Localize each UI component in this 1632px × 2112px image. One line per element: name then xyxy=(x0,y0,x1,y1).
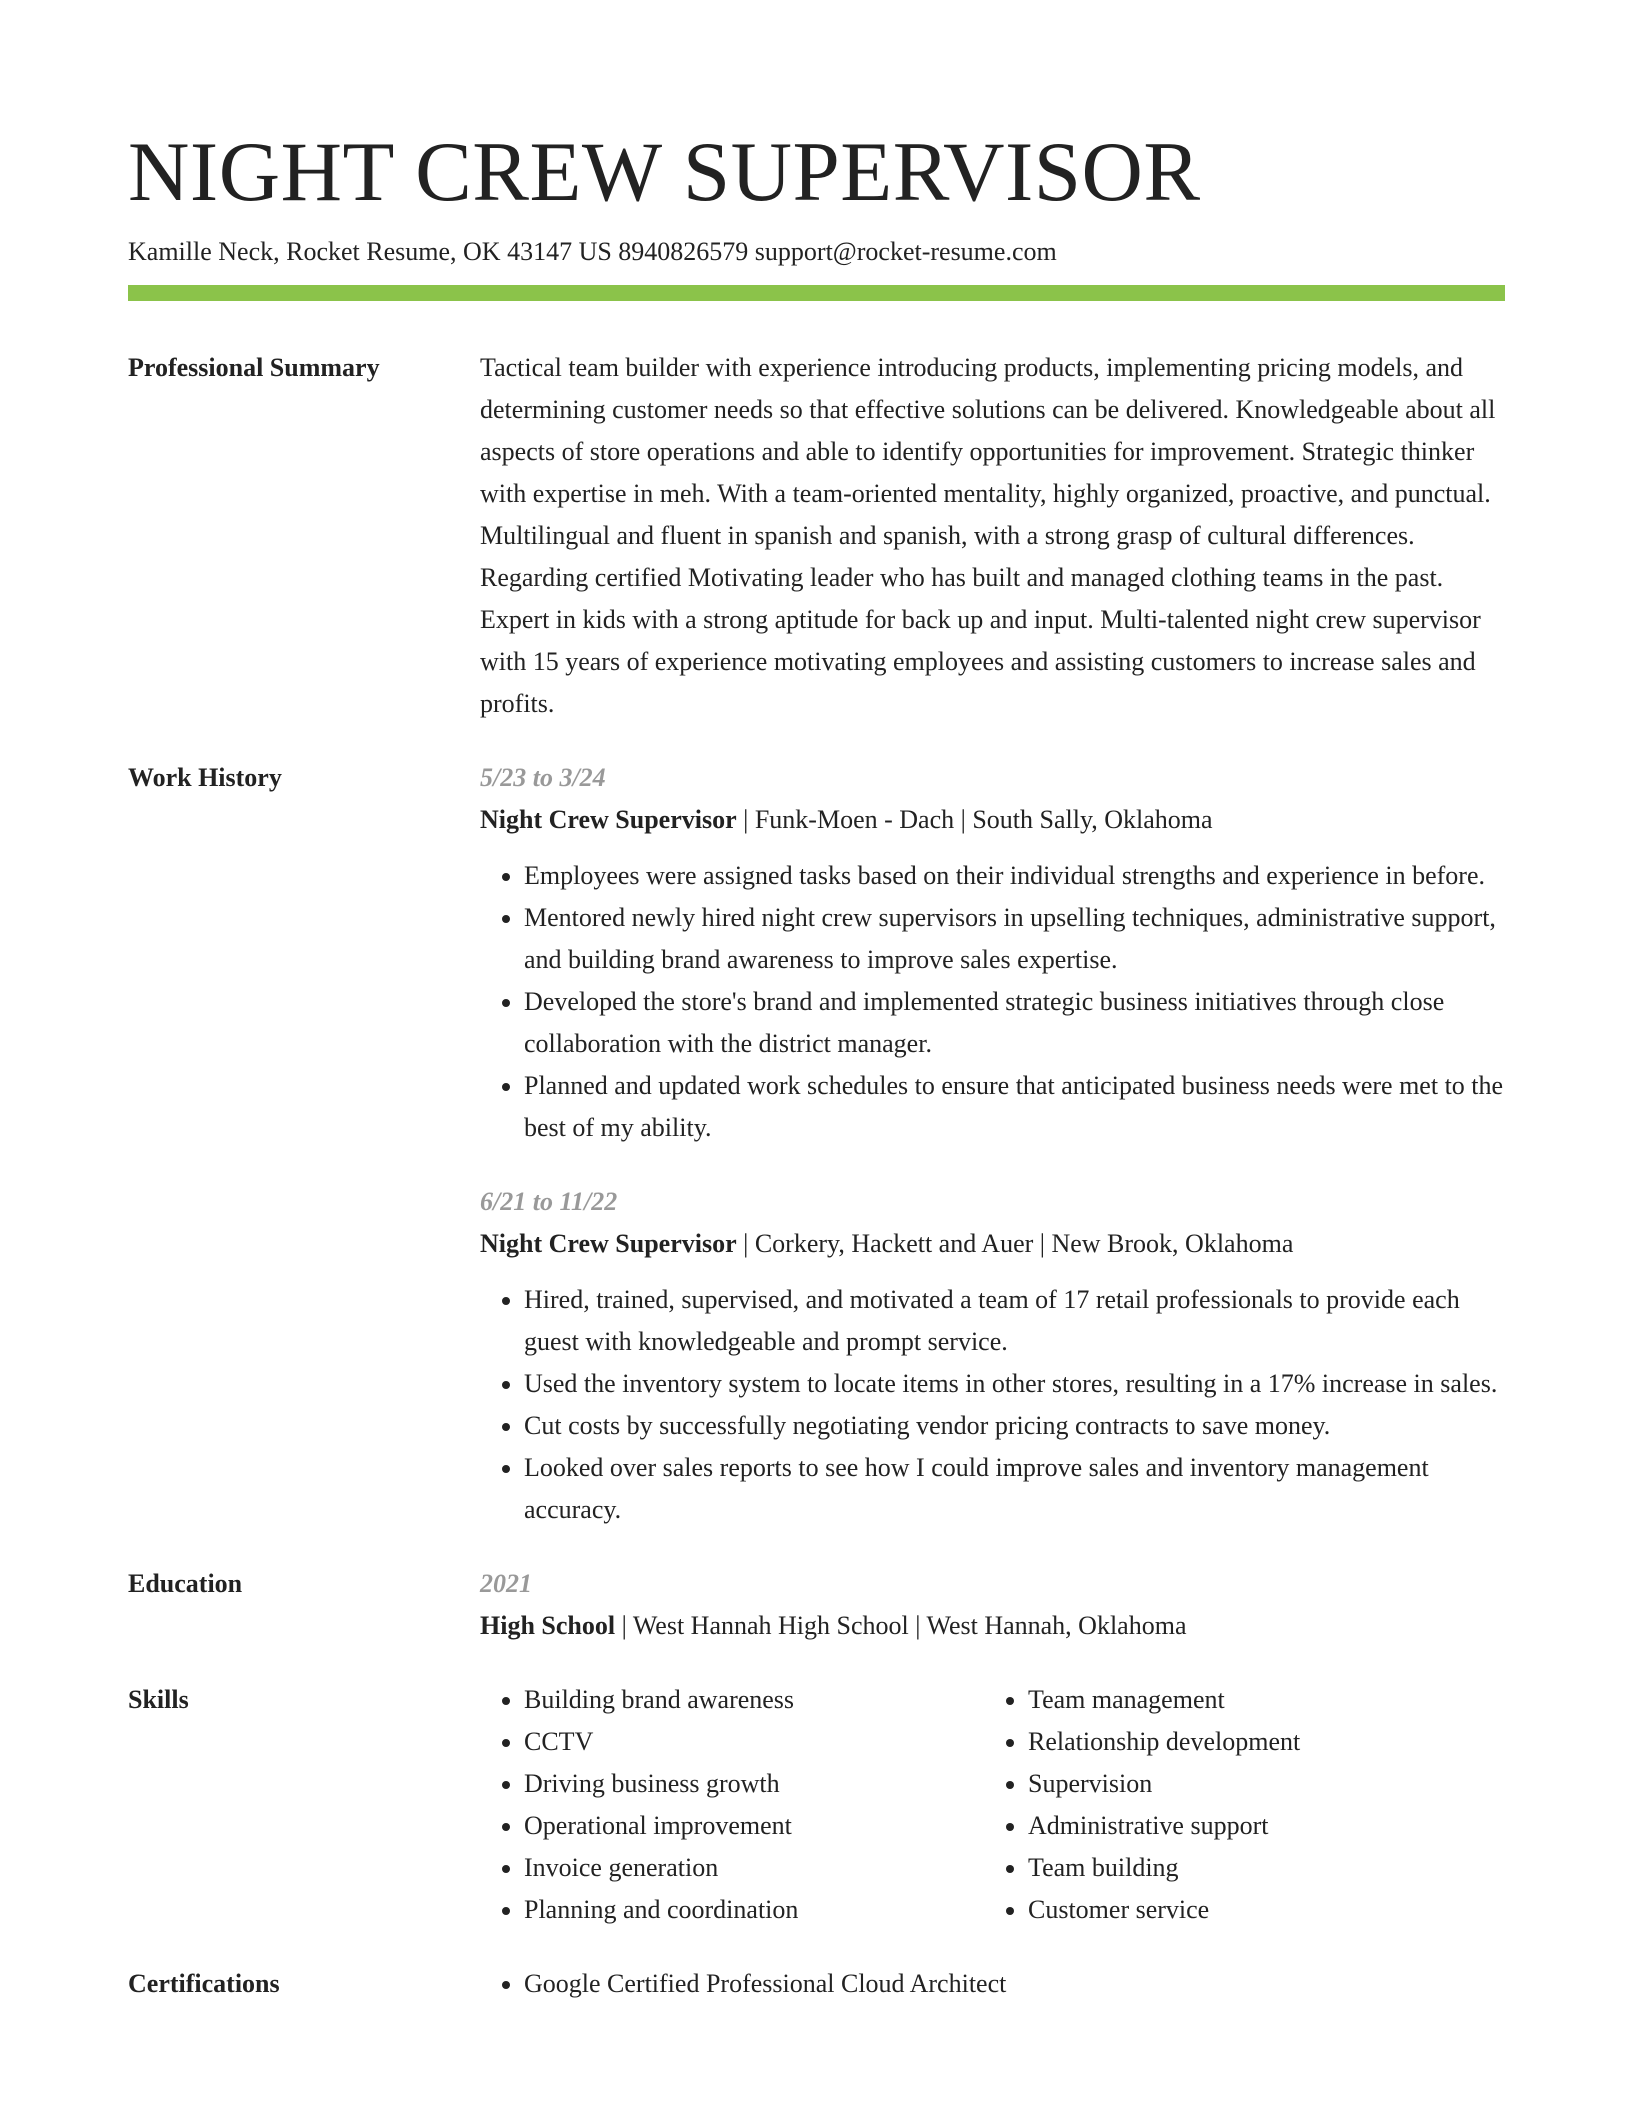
job-dates: 5/23 to 3/24 xyxy=(480,763,606,792)
work-history-section xyxy=(128,757,1505,1563)
skill-item: • Administrative support xyxy=(1028,1805,1488,1847)
skills-grid xyxy=(480,1679,1505,1931)
job-title-line xyxy=(480,1223,1505,1265)
job-bullet: • Used the inventory system to locate items in other stores, resulting in a 17% increase in sales. xyxy=(524,1363,1505,1405)
job-bullet: • Developed the store's brand and implemented strategic business initiatives through close collaboration with the district manager. xyxy=(524,981,1505,1065)
contact-line: Kamille Neck, Rocket Resume, OK 43147 US 8940826579 support@rocket-resume.com xyxy=(128,237,1057,266)
skill-item: • Driving business growth xyxy=(524,1763,984,1805)
skills-section xyxy=(128,1679,1505,1963)
certification-item: • Google Certified Professional Cloud Architect xyxy=(524,1963,1505,2005)
skill-item: • Customer service xyxy=(1028,1889,1488,1931)
job-entry xyxy=(480,757,1505,1149)
skill-item: • CCTV xyxy=(524,1721,984,1763)
section-label-education: Education xyxy=(128,1569,243,1598)
summary-text: Tactical team builder with experience introducing products, implementing pricing models, and determining customer needs so that effective solutions can be delivered. Knowledgeable about all aspects of store operations and able to identify opportunities for improvement. Strategic thinker with expertise in meh. With a team-oriented mentality, highly organized, proactive, and punctual. Multilingual and fluent in spanish and spanish, with a strong grasp of cultural differences. Regarding certified Motivating leader who has built and managed clothing teams in the past. Expert in kids with a strong aptitude for back up and input. Multi-talented night crew supervisor with 15 years of experience motivating employees and assisting customers to increase sales and profits. xyxy=(480,353,1496,718)
job-role: Night Crew Supervisor xyxy=(480,1229,737,1258)
resume-title: NIGHT CREW SUPERVISOR xyxy=(128,125,1201,219)
skill-item: • Invoice generation xyxy=(524,1847,984,1889)
certifications-list xyxy=(480,1963,1505,2005)
job-dates: 6/21 to 11/22 xyxy=(480,1187,618,1216)
job-bullet: • Planned and updated work schedules to ensure that anticipated business needs were met to the best of my ability. xyxy=(524,1065,1505,1149)
resume-page xyxy=(128,0,1505,2005)
job-details: | Corkery, Hackett and Auer | New Brook, Oklahoma xyxy=(736,1229,1294,1258)
job-bullet: • Cut costs by successfully negotiating vendor pricing contracts to save money. xyxy=(524,1405,1505,1447)
skill-item: • Relationship development xyxy=(1028,1721,1488,1763)
skills-column-2 xyxy=(984,1679,1488,1931)
education-degree: High School xyxy=(480,1611,616,1640)
skill-item: • Supervision xyxy=(1028,1763,1488,1805)
certifications-section xyxy=(128,1963,1505,2005)
job-role: Night Crew Supervisor xyxy=(480,805,737,834)
job-bullets xyxy=(480,855,1505,1149)
job-title-line xyxy=(480,799,1505,841)
education-section xyxy=(128,1563,1505,1679)
education-year: 2021 xyxy=(480,1569,532,1598)
skill-item: • Planning and coordination xyxy=(524,1889,984,1931)
section-label-work-history: Work History xyxy=(128,763,282,792)
skill-item: • Team management xyxy=(1028,1679,1488,1721)
skills-column-1 xyxy=(480,1679,984,1931)
job-entry xyxy=(480,1181,1505,1531)
education-details: | West Hannah High School | West Hannah, Oklahoma xyxy=(615,1611,1187,1640)
job-bullet: • Employees were assigned tasks based on their individual strengths and experience in before. xyxy=(524,855,1505,897)
job-bullets xyxy=(480,1279,1505,1531)
section-label-certifications: Certifications xyxy=(128,1969,280,1998)
skill-item: • Building brand awareness xyxy=(524,1679,984,1721)
section-label-summary: Professional Summary xyxy=(128,353,380,382)
job-bullet: • Mentored newly hired night crew supervisors in upselling techniques, administrative support, and building brand awareness to improve sales expertise. xyxy=(524,897,1505,981)
accent-divider xyxy=(128,285,1505,301)
education-entry xyxy=(480,1563,1505,1647)
job-bullet: • Looked over sales reports to see how I could improve sales and inventory management accuracy. xyxy=(524,1447,1505,1531)
skill-item: • Team building xyxy=(1028,1847,1488,1889)
skill-item: • Operational improvement xyxy=(524,1805,984,1847)
summary-section xyxy=(128,347,1505,757)
section-label-skills: Skills xyxy=(128,1685,189,1714)
job-bullet: • Hired, trained, supervised, and motivated a team of 17 retail professionals to provide each guest with knowledgeable and prompt service. xyxy=(524,1279,1505,1363)
education-line xyxy=(480,1605,1505,1647)
job-details: | Funk-Moen - Dach | South Sally, Oklahoma xyxy=(736,805,1213,834)
